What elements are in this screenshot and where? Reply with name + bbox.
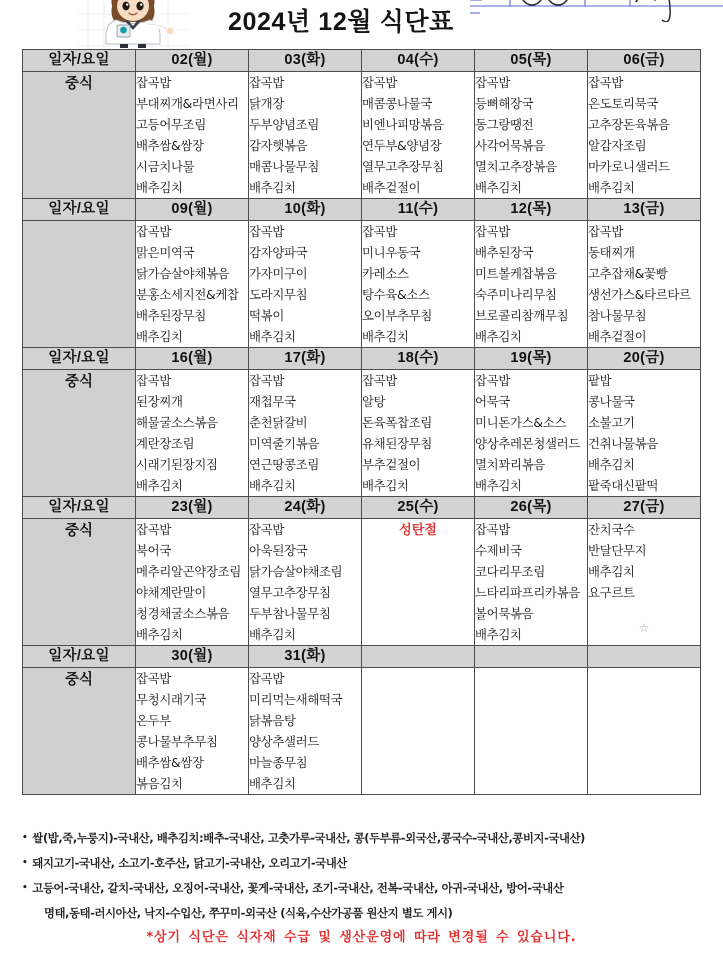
week-header-row — [23, 646, 701, 668]
menu-item: 양상추샐러드 — [249, 734, 320, 749]
menu-item: 오이부추무침 — [362, 308, 433, 323]
origin-note-line: • 돼지고기-국내산, 소고기-호주산, 닭고기-국내산, 오리고기-국내산 — [22, 857, 712, 870]
menu-item: 팥밥 — [588, 373, 612, 388]
menu-item: 잡곡밥 — [475, 224, 511, 239]
menu-item: 닭가슴살야채볶음 — [136, 266, 230, 281]
menu-item: 배추된장국 — [475, 245, 534, 260]
menu-item: 두부참나물무침 — [249, 606, 331, 621]
menu-item: 메추리알곤약장조림 — [136, 564, 242, 579]
menu-item: 잡곡밥 — [588, 224, 624, 239]
meal-type-label: 중식 — [23, 668, 136, 795]
menu-cell — [588, 519, 701, 646]
menu-item: 감자햇볶음 — [249, 138, 308, 153]
day-header-cell: 05(목) — [475, 50, 588, 72]
menu-item: 연두부&양념장 — [362, 138, 442, 153]
menu-cell — [475, 72, 588, 199]
origin-note-line: • 쌀(밥,죽,누룽지)-국내산, 배추김치:배추-국내산, 고춧가루-국내산, 콩(두부류-외국산,콩국수-국내산,콩비지-국내산) — [22, 832, 712, 845]
menu-item: 청경채굴소스볶음 — [136, 606, 230, 621]
menu-item: 열무고추장무침 — [249, 585, 331, 600]
meal-type-label: 중식 — [23, 370, 136, 497]
menu-item: 연근땅콩조림 — [249, 457, 320, 472]
menu-item: 배추김치 — [362, 329, 409, 344]
menu-item: 잡곡밥 — [136, 75, 172, 90]
menu-item: 고추장돈육볶음 — [588, 117, 670, 132]
menu-item: 도라지무침 — [249, 287, 308, 302]
menu-item: 온도토리묵국 — [588, 96, 659, 111]
menu-item: 매콤콩나물국 — [362, 96, 433, 111]
menu-item: 시금치나물 — [136, 159, 195, 174]
menu-item: 멸치고추장볶음 — [475, 159, 557, 174]
day-header-cell: 03(화) — [249, 50, 362, 72]
nutritionist-mascot-icon — [78, 0, 188, 48]
menu-item: 닭볶음탕 — [249, 713, 296, 728]
menu-item: 가자미구이 — [249, 266, 308, 281]
menu-cell — [588, 72, 701, 199]
menu-item: 반달단무지 — [588, 543, 647, 558]
menu-item: 잡곡밥 — [249, 522, 285, 537]
week-header-row — [23, 348, 701, 370]
day-header-empty — [588, 646, 701, 668]
menu-item: 탕수육&소스 — [362, 287, 430, 302]
menu-item: 수제비국 — [475, 543, 522, 558]
menu-item: 배추김치 — [475, 627, 522, 642]
menu-cell — [475, 519, 588, 646]
menu-item: 비엔나피망볶음 — [362, 117, 444, 132]
menu-item: 부대찌개&라면사리 — [136, 96, 239, 111]
menu-item: 잡곡밥 — [249, 671, 285, 686]
week-header-row — [23, 50, 701, 72]
menu-cell — [136, 72, 249, 199]
origin-notes — [22, 832, 712, 930]
menu-item: 동태찌개 — [588, 245, 635, 260]
menu-item: 마카로니샐러드 — [588, 159, 670, 174]
menu-item: 잡곡밥 — [249, 224, 285, 239]
menu-item: 배추김치 — [362, 478, 409, 493]
day-header-cell: 13(금) — [588, 199, 701, 221]
day-header-empty — [362, 646, 475, 668]
menu-item: 소불고기 — [588, 415, 635, 430]
menu-item: 돈육폭찹조림 — [362, 415, 433, 430]
day-header-cell: 27(금) — [588, 497, 701, 519]
menu-item: 잡곡밥 — [249, 373, 285, 388]
scan-artifact-marks — [470, 0, 723, 22]
menu-item: 배추김치 — [588, 180, 635, 195]
empty-menu-cell — [475, 668, 588, 795]
menu-item: 두부양념조림 — [249, 117, 320, 132]
menu-cell — [136, 668, 249, 795]
menu-cell — [475, 370, 588, 497]
day-header-cell: 23(월) — [136, 497, 249, 519]
menu-item: 부추겉절이 — [362, 457, 421, 472]
menu-item: 배추쌈&쌈장 — [136, 138, 204, 153]
date-weekday-header: 일자/요일 — [23, 646, 136, 668]
week-header-row — [23, 497, 701, 519]
menu-item: 느타리파프리카볶음 — [475, 585, 581, 600]
menu-cell — [475, 221, 588, 348]
day-header-cell: 24(화) — [249, 497, 362, 519]
star-icon: ☆ — [638, 621, 650, 635]
menu-item: 아욱된장국 — [249, 543, 308, 558]
menu-item: 요구르트 — [588, 585, 635, 600]
day-header-cell: 16(월) — [136, 348, 249, 370]
menu-item: 닭가슴살야채조림 — [249, 564, 343, 579]
menu-item: 유채된장무침 — [362, 436, 433, 451]
week-menu-row — [23, 221, 701, 348]
menu-item: 배추김치 — [588, 564, 635, 579]
day-header-cell: 09(월) — [136, 199, 249, 221]
menu-item: 볶음김치 — [136, 776, 183, 791]
menu-cell — [249, 72, 362, 199]
menu-item: 양상추레몬청샐러드 — [475, 436, 581, 451]
menu-item: 콩나물국 — [588, 394, 635, 409]
menu-item: 카레소스 — [362, 266, 409, 281]
menu-item: 알탕 — [362, 394, 386, 409]
menu-item: 고등어무조림 — [136, 117, 207, 132]
day-header-cell: 10(화) — [249, 199, 362, 221]
day-header-cell: 06(금) — [588, 50, 701, 72]
menu-item: 배추겉절이 — [588, 329, 647, 344]
menu-item: 잡곡밥 — [475, 75, 511, 90]
meal-type-label — [23, 221, 136, 348]
menu-cell — [249, 668, 362, 795]
menu-item: 매콤나물무침 — [249, 159, 320, 174]
week-menu-row — [23, 668, 701, 795]
menu-item: 배추쌈&쌈장 — [136, 755, 204, 770]
menu-item: 코다리무조림 — [475, 564, 546, 579]
menu-item: 참나물무침 — [588, 308, 647, 323]
menu-cell — [588, 221, 701, 348]
menu-item: 잔치국수 — [588, 522, 635, 537]
menu-cell — [136, 519, 249, 646]
empty-menu-cell — [588, 668, 701, 795]
menu-item: 어묵국 — [475, 394, 511, 409]
menu-item: 배추김치 — [475, 329, 522, 344]
menu-item: 해물굴소스볶음 — [136, 415, 218, 430]
menu-item: 배추김치 — [475, 478, 522, 493]
menu-cell — [362, 370, 475, 497]
menu-cell — [136, 221, 249, 348]
menu-item: 맑은미역국 — [136, 245, 195, 260]
menu-item: 브로콜리참깨무침 — [475, 308, 569, 323]
week-menu-row — [23, 519, 701, 646]
origin-note-line: • 고등어-국내산, 갈치-국내산, 오징어-국내산, 꽃게-국내산, 조기-국내산, 전복-국내산, 아귀-국내산, 방어-국내산 — [22, 882, 712, 895]
menu-item: 무청시래기국 — [136, 692, 207, 707]
menu-item: 미리먹는새해떡국 — [249, 692, 343, 707]
menu-item: 배추김치 — [249, 478, 296, 493]
menu-item: 온두부 — [136, 713, 172, 728]
menu-item: 떡볶이 — [249, 308, 285, 323]
holiday-label: 성탄절 — [399, 523, 437, 538]
menu-item: 잡곡밥 — [588, 75, 624, 90]
week-header-row — [23, 199, 701, 221]
date-weekday-header: 일자/요일 — [23, 50, 136, 72]
menu-item: 팥죽대신팥떡 — [588, 478, 659, 493]
menu-item: 멸치꽈리볶음 — [475, 457, 546, 472]
day-header-cell: 19(목) — [475, 348, 588, 370]
day-header-cell: 20(금) — [588, 348, 701, 370]
menu-item: 잡곡밥 — [475, 373, 511, 388]
menu-item: 배추김치 — [136, 627, 183, 642]
meal-type-label: 중식 — [23, 519, 136, 646]
menu-item: 배추김치 — [249, 627, 296, 642]
menu-item: 잡곡밥 — [136, 671, 172, 686]
menu-cell — [362, 72, 475, 199]
menu-item: 등뼈해장국 — [475, 96, 534, 111]
menu-item: 생선가스&타르타르 — [588, 287, 691, 302]
menu-item: 야채계란말이 — [136, 585, 207, 600]
menu-item: 재첩무국 — [249, 394, 296, 409]
menu-cell — [136, 370, 249, 497]
day-header-cell: 26(목) — [475, 497, 588, 519]
menu-item: 미니돈가스&소스 — [475, 415, 567, 430]
day-header-cell: 02(월) — [136, 50, 249, 72]
menu-item: 마늘종무침 — [249, 755, 308, 770]
day-header-cell: 12(목) — [475, 199, 588, 221]
day-header-cell: 04(수) — [362, 50, 475, 72]
menu-item: 알감자조림 — [588, 138, 647, 153]
menu-item: 미트볼케찹볶음 — [475, 266, 557, 281]
menu-item: 고추잡채&꽃빵 — [588, 266, 668, 281]
empty-menu-cell — [362, 668, 475, 795]
menu-cell — [249, 370, 362, 497]
menu-item: 계란장조림 — [136, 436, 195, 451]
origin-note-continuation: 명태,동태-러시아산, 낙지-수입산, 쭈꾸미-외국산 (식육,수산가공품 원산지 별도 게시) — [44, 907, 453, 920]
menu-item: 사각어묵볶음 — [475, 138, 546, 153]
menu-item: 잡곡밥 — [136, 224, 172, 239]
day-header-empty — [475, 646, 588, 668]
menu-change-disclaimer: *상기 식단은 식자재 수급 및 생산운영에 따라 변경될 수 있습니다. — [146, 930, 577, 945]
menu-item: 배추겉절이 — [362, 180, 421, 195]
menu-item: 닭개장 — [249, 96, 285, 111]
menu-item: 건취나물볶음 — [588, 436, 659, 451]
meal-type-label: 중식 — [23, 72, 136, 199]
day-header-cell: 11(수) — [362, 199, 475, 221]
menu-item: 미니우동국 — [362, 245, 421, 260]
menu-item: 잡곡밥 — [362, 224, 398, 239]
menu-cell — [249, 519, 362, 646]
menu-cell — [588, 370, 701, 497]
page-title: 2024년 12월 식단표 — [228, 8, 454, 36]
menu-item: 배추된장무침 — [136, 308, 207, 323]
menu-item: 감자양파국 — [249, 245, 308, 260]
day-header-cell: 18(수) — [362, 348, 475, 370]
menu-item: 잡곡밥 — [475, 522, 511, 537]
menu-cell — [249, 221, 362, 348]
menu-cell — [362, 221, 475, 348]
menu-item: 배추김치 — [249, 776, 296, 791]
holiday-cell — [362, 519, 475, 646]
page-header — [0, 0, 723, 48]
menu-item: 잡곡밥 — [362, 373, 398, 388]
menu-item: 된장찌개 — [136, 394, 183, 409]
menu-item: 시래기된장지짐 — [136, 457, 218, 472]
day-header-cell: 30(월) — [136, 646, 249, 668]
menu-item: 북어국 — [136, 543, 172, 558]
menu-item: 배추김치 — [588, 457, 635, 472]
menu-item: 배추김치 — [249, 180, 296, 195]
menu-item: 배추김치 — [475, 180, 522, 195]
menu-item: 숙주미나리무침 — [475, 287, 557, 302]
menu-item: 미역줄기볶음 — [249, 436, 320, 451]
menu-item: 동그랑땡전 — [475, 117, 534, 132]
menu-item: 잡곡밥 — [362, 75, 398, 90]
menu-item: 분홍소세지전&케찹 — [136, 287, 239, 302]
menu-item: 볼어묵볶음 — [475, 606, 534, 621]
menu-item: 춘천닭갈비 — [249, 415, 308, 430]
day-header-cell: 17(화) — [249, 348, 362, 370]
menu-item: 잡곡밥 — [136, 373, 172, 388]
date-weekday-header: 일자/요일 — [23, 497, 136, 519]
day-header-cell: 25(수) — [362, 497, 475, 519]
date-weekday-header: 일자/요일 — [23, 199, 136, 221]
week-menu-row — [23, 370, 701, 497]
menu-item: 배추김치 — [136, 478, 183, 493]
menu-item: 잡곡밥 — [249, 75, 285, 90]
week-menu-row — [23, 72, 701, 199]
menu-item: 배추김치 — [249, 329, 296, 344]
menu-item: 열무고추장무침 — [362, 159, 444, 174]
menu-item: 배추김치 — [136, 180, 183, 195]
menu-item: 콩나물부추무침 — [136, 734, 218, 749]
day-header-cell: 31(화) — [249, 646, 362, 668]
date-weekday-header: 일자/요일 — [23, 348, 136, 370]
monthly-menu-table — [22, 49, 701, 795]
menu-item: 배추김치 — [136, 329, 183, 344]
menu-item: 잡곡밥 — [136, 522, 172, 537]
